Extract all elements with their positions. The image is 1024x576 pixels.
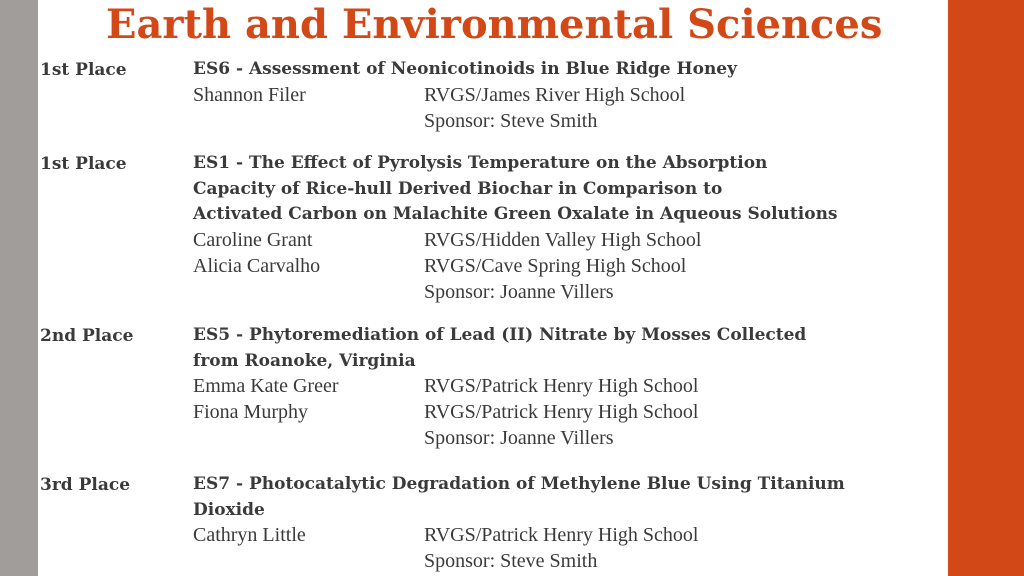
sponsor-row bbox=[193, 280, 953, 306]
student-row bbox=[193, 523, 953, 549]
sponsor: Sponsor: Joanne Villers bbox=[424, 426, 614, 449]
student-school: RVGS/Hidden Valley High School bbox=[424, 229, 702, 251]
student-row bbox=[193, 83, 953, 109]
student-name: Emma Kate Greer bbox=[193, 375, 339, 397]
participants bbox=[193, 228, 953, 305]
student-school: RVGS/Cave Spring High School bbox=[424, 254, 687, 277]
sponsor-row bbox=[193, 426, 953, 452]
student-row bbox=[193, 228, 953, 254]
place-label: 3rd Place bbox=[40, 475, 131, 495]
student-name: Caroline Grant bbox=[193, 229, 313, 251]
place-label: 1st Place bbox=[40, 60, 127, 80]
project-title-line: ES5 - Phytoremediation of Lead (II) Nitrate by Mosses Collected bbox=[193, 325, 807, 345]
student-row bbox=[193, 400, 953, 426]
left-accent-bar bbox=[0, 0, 38, 576]
participants bbox=[193, 83, 953, 135]
student-row bbox=[193, 374, 953, 400]
sponsor-row bbox=[193, 109, 953, 135]
participants bbox=[193, 523, 953, 575]
sponsor-row bbox=[193, 549, 953, 575]
project-title-line: Activated Carbon on Malachite Green Oxalate in Aqueous Solutions bbox=[193, 204, 838, 225]
project-title bbox=[193, 323, 983, 374]
project-title-line: Capacity of Rice-hull Derived Biochar in Comparison to bbox=[193, 178, 723, 199]
student-school: RVGS/Patrick Henry High School bbox=[424, 524, 699, 546]
project-title-line: ES7 - Photocatalytic Degradation of Methylene Blue Using Titanium bbox=[193, 474, 845, 494]
student-school: RVGS/Patrick Henry High School bbox=[424, 375, 699, 397]
project-title bbox=[193, 151, 983, 228]
student-row bbox=[193, 254, 953, 280]
project-title bbox=[193, 57, 983, 83]
student-name: Fiona Murphy bbox=[193, 400, 308, 423]
sponsor: Sponsor: Joanne Villers bbox=[424, 280, 614, 303]
student-name: Cathryn Little bbox=[193, 524, 306, 546]
participants bbox=[193, 374, 953, 451]
place-label: 1st Place bbox=[40, 154, 127, 174]
project-title-line: ES1 - The Effect of Pyrolysis Temperature on the Absorption bbox=[193, 153, 768, 173]
project-title-line: from Roanoke, Virginia bbox=[193, 350, 416, 371]
project-title-line: Dioxide bbox=[193, 499, 265, 520]
place-label: 2nd Place bbox=[40, 326, 134, 346]
sponsor: Sponsor: Steve Smith bbox=[424, 109, 598, 132]
project-title-line: ES6 - Assessment of Neonicotinoids in Blue Ridge Honey bbox=[193, 59, 737, 79]
sponsor: Sponsor: Steve Smith bbox=[424, 549, 598, 572]
student-name: Alicia Carvalho bbox=[193, 254, 321, 277]
project-title bbox=[193, 472, 983, 523]
student-school: RVGS/Patrick Henry High School bbox=[424, 400, 699, 423]
student-school: RVGS/James River High School bbox=[424, 84, 686, 106]
student-name: Shannon Filer bbox=[193, 84, 306, 106]
slide-title: Earth and Environmental Sciences bbox=[106, 1, 883, 48]
